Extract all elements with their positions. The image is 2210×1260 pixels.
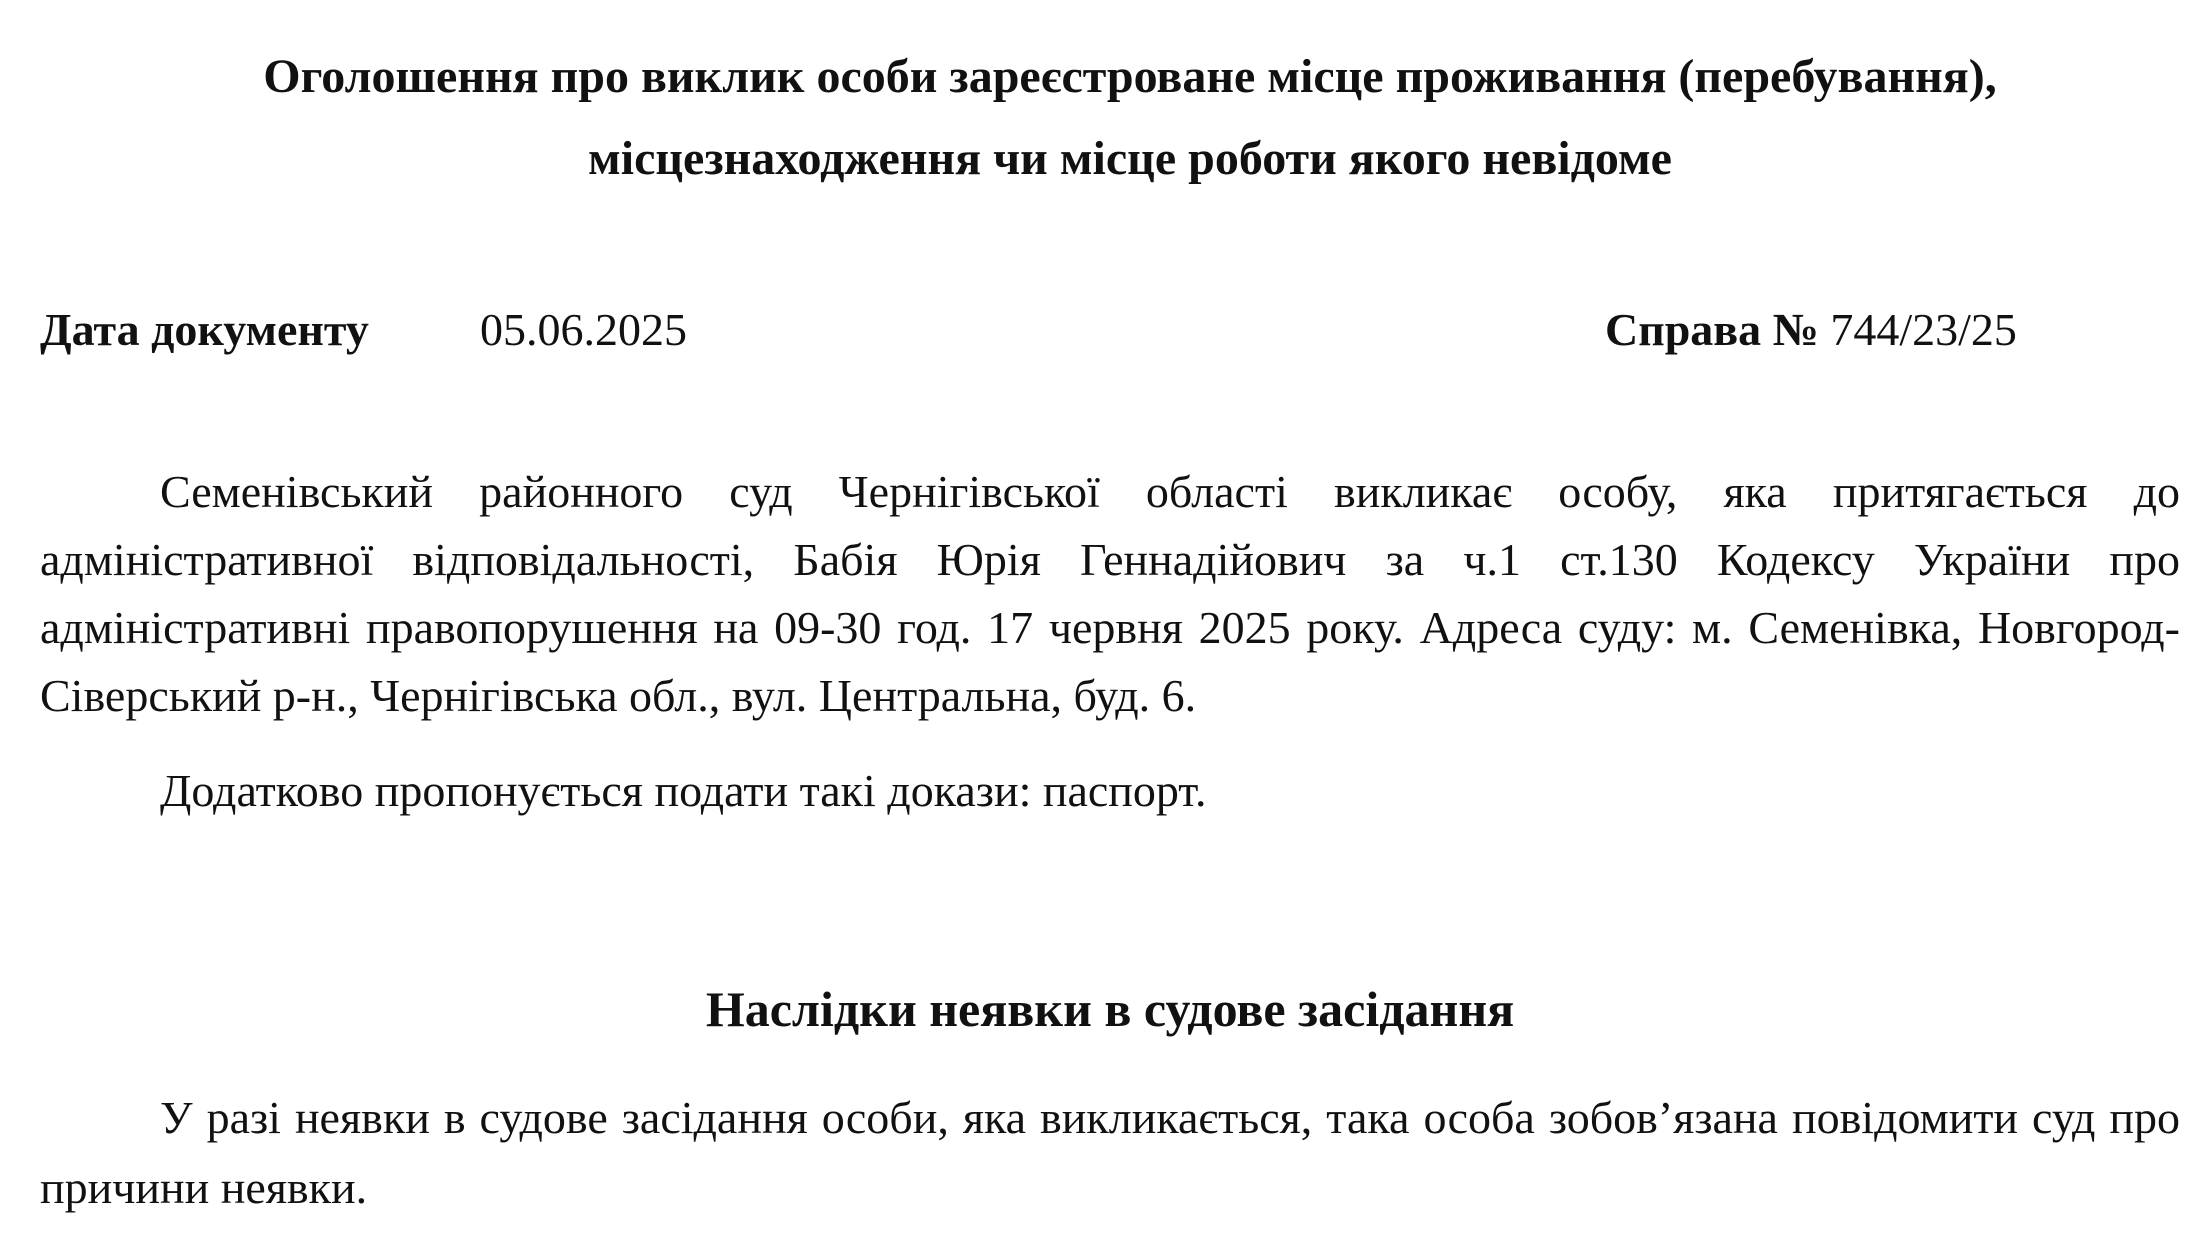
evidence-paragraph: Додатково пропонується подати такі докази: паспорт. bbox=[160, 765, 1207, 816]
document-title-line-1: Оголошення про виклик особи зареєстроване місце проживання (перебування), bbox=[263, 50, 1997, 103]
consequences-paragraph: У разі неявки в судове засідання особи, яка викликається, така особа зобов’язана повідомити суд про причини неявки. bbox=[40, 1092, 2180, 1213]
document-meta-row bbox=[40, 300, 2190, 360]
section-title: Наслідки неявки в судове засідання bbox=[705, 981, 1515, 1037]
document-title-line-2: місцезнаходження чи місце роботи якого невідоме bbox=[588, 132, 1672, 185]
case-value: 744/23/25 bbox=[1830, 304, 2017, 355]
summons-paragraph: Семенівський районного суд Чернігівської області викликає особу, яка притягається до адміністративної відповідальності, Бабія Юрія Геннадійович за ч.1 ст.130 Кодексу України про адміністративні правопорушення на 09-30 год. 17 червня 2025 року. Адреса суду: м. Семенівка, Новгород-Сіверський р-н., Чернігівська обл., вул. Центральна, буд. 6. bbox=[40, 466, 2180, 721]
case-label: Справа № bbox=[1605, 304, 1819, 355]
document-title bbox=[40, 36, 2210, 200]
date-value: 05.06.2025 bbox=[480, 304, 687, 355]
case-number bbox=[1605, 300, 2017, 360]
date-label: Дата документу bbox=[40, 304, 369, 355]
